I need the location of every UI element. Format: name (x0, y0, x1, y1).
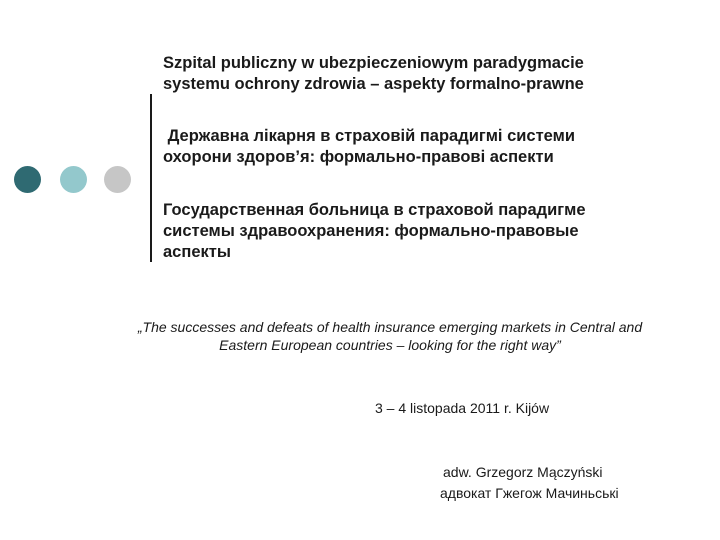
title-polish-line-2: systemu ochrony zdrowia – aspekty formalno-prawne (163, 75, 584, 93)
decorative-dot-gray (104, 166, 131, 193)
event-date: 3 – 4 listopada 2011 r. Kijów (375, 400, 550, 416)
title-ukrainian-line-1: Державна лікарня в страховій парадигмі системи (163, 127, 575, 145)
decorative-dot-dark (14, 166, 41, 193)
author-block (440, 462, 619, 504)
conference-quote (90, 318, 690, 354)
quote-line-2: Eastern European countries – looking for the right way” (219, 337, 561, 353)
author-name-latin: adw. Grzegorz Mączyński (443, 464, 603, 480)
title-russian-line-2: системы здравоохранения: формально-правовые (163, 222, 579, 240)
title-russian (163, 200, 703, 263)
title-ukrainian-line-2: охорони здоров’я: формально-правові аспекти (163, 148, 554, 166)
title-polish-line-1: Szpital publiczny w ubezpieczeniowym paradygmacie (163, 54, 584, 72)
title-polish (163, 53, 703, 95)
author-name-cyrillic: адвокат Гжегож Мачиньські (440, 485, 619, 501)
title-ukrainian (163, 126, 703, 168)
decorative-dot-teal (60, 166, 87, 193)
title-russian-line-1: Государственная больница в страховой парадигме (163, 201, 586, 219)
title-russian-line-3: аспекты (163, 243, 231, 261)
vertical-divider (150, 94, 152, 262)
quote-line-1: „The successes and defeats of health insurance emerging markets in Central and (137, 319, 643, 335)
